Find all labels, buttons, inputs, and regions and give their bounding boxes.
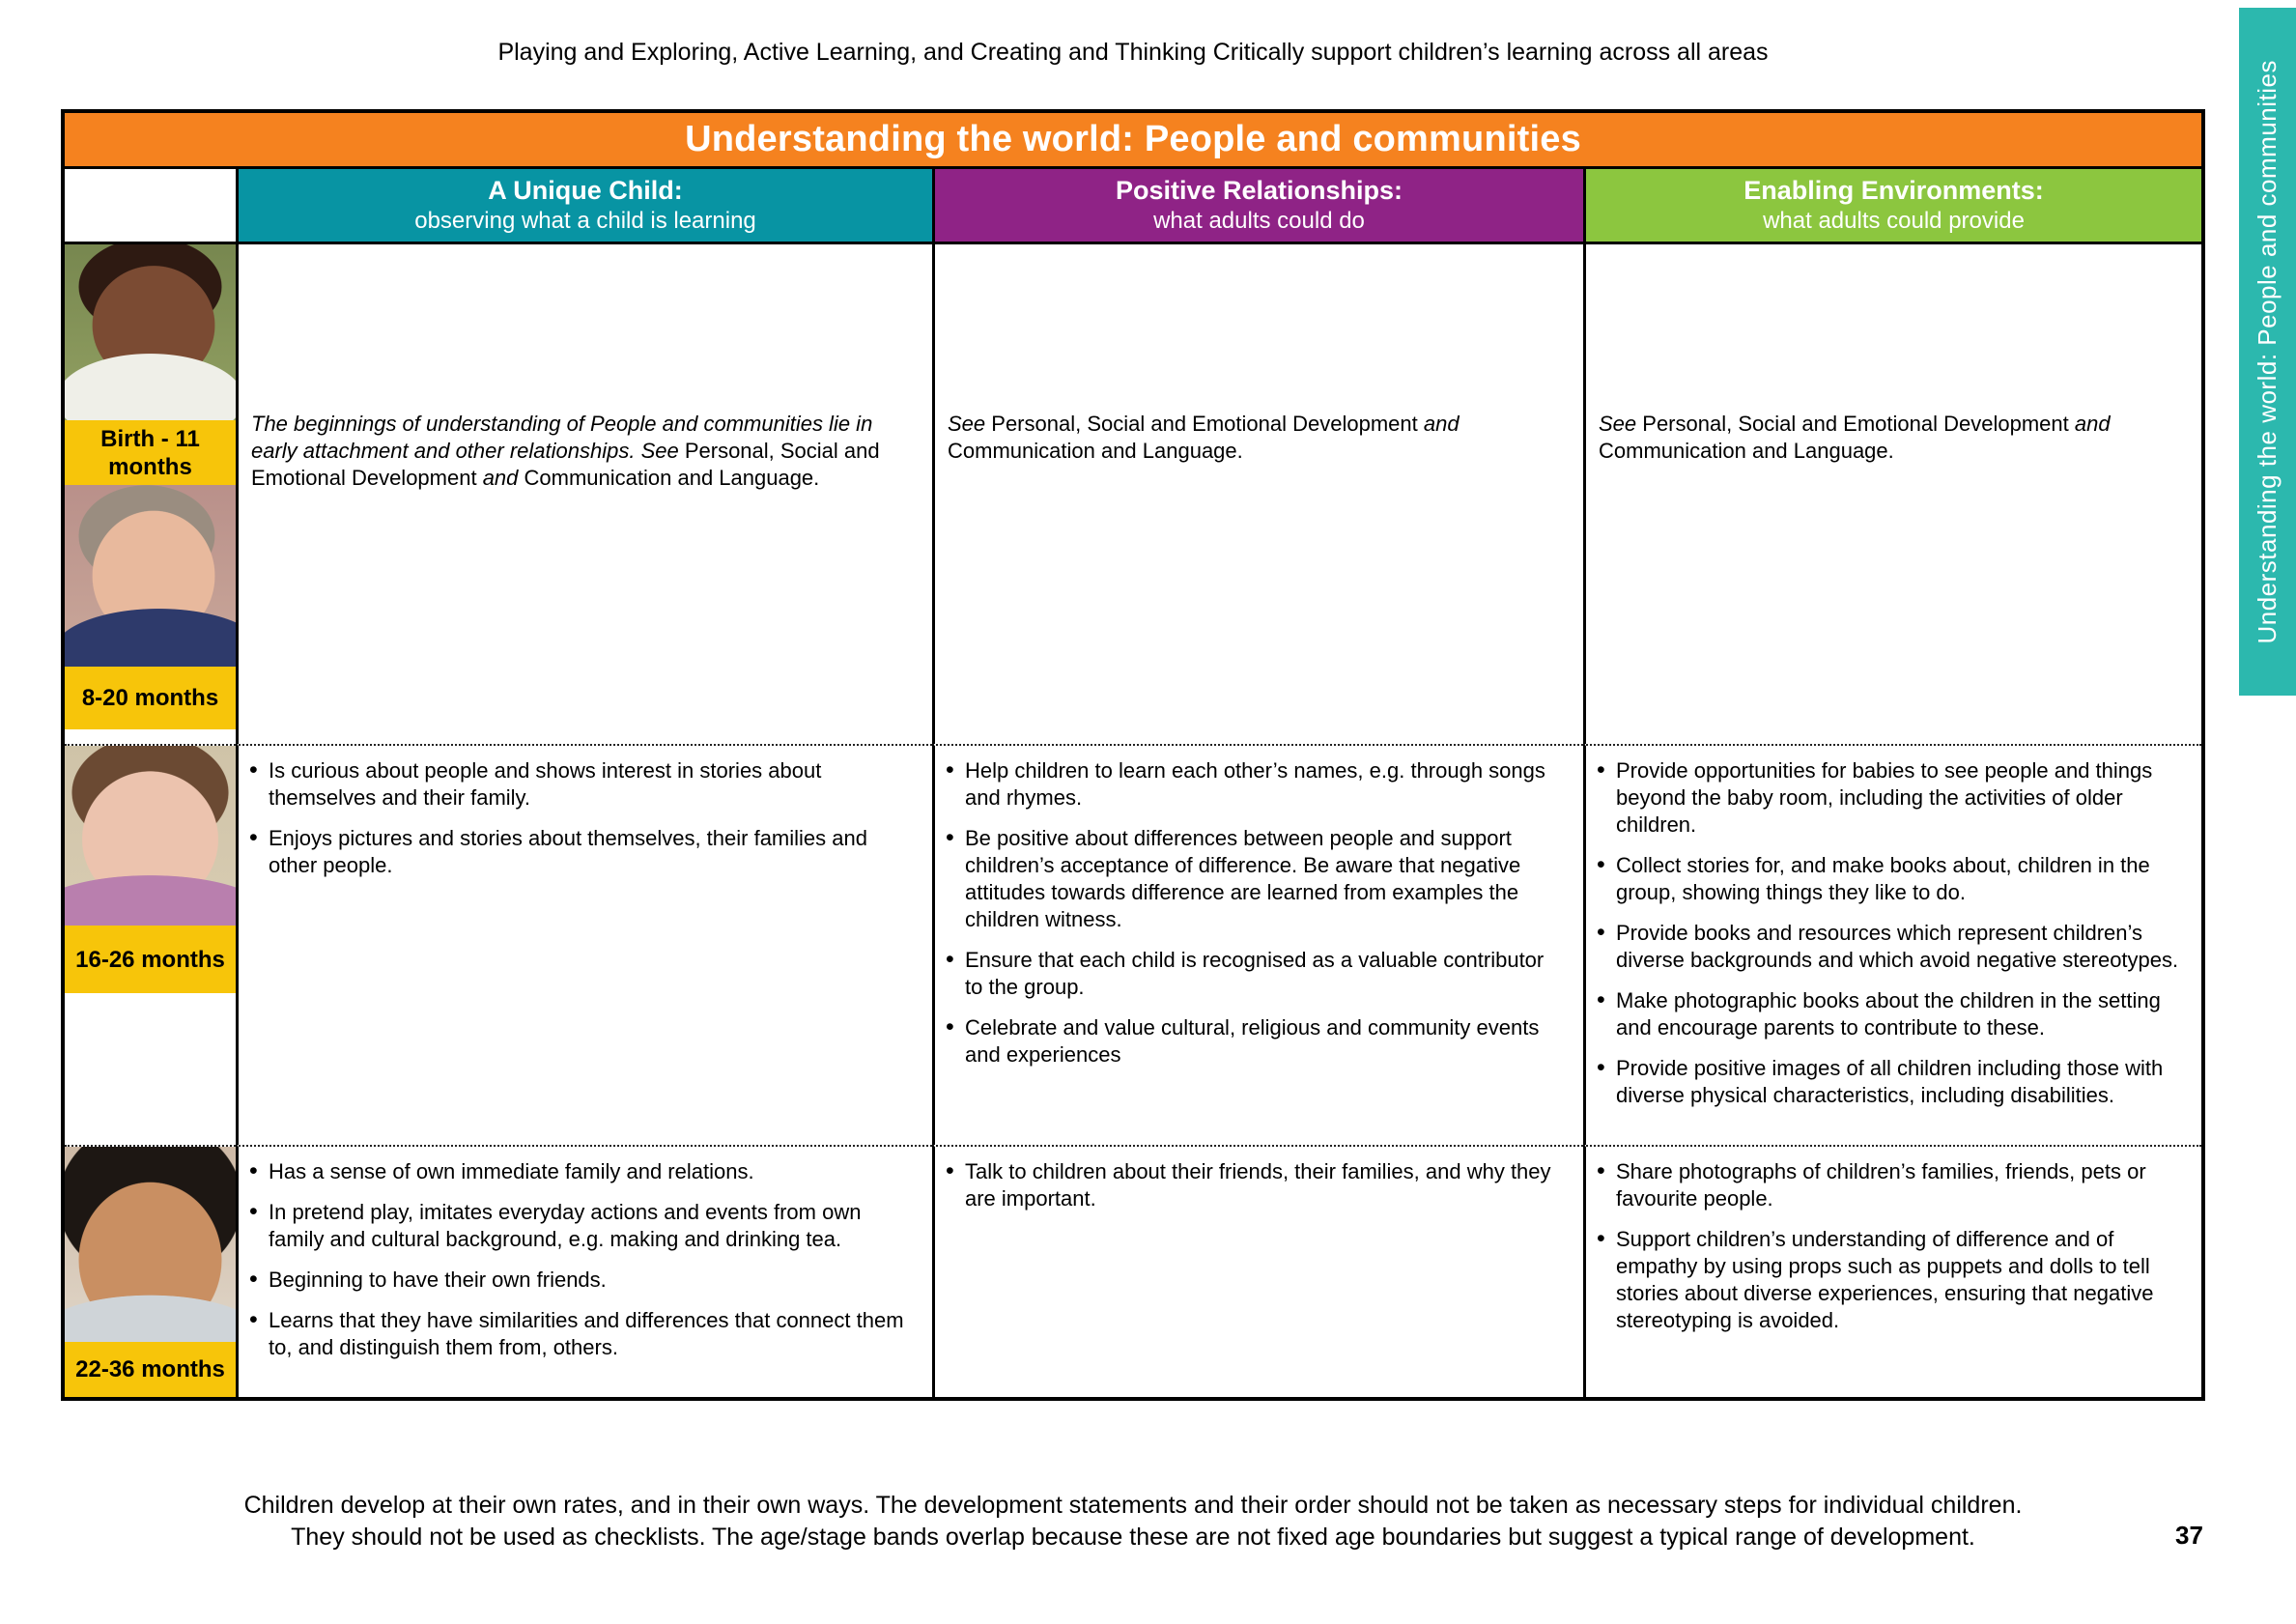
cell-enabling-environments-row3 [1583, 1145, 2201, 1397]
header-enabling-environments [1583, 169, 2201, 244]
age-cell-16-26-months [65, 744, 236, 1145]
age-band-label: 22-36 months [65, 1342, 236, 1397]
header-enabling-environments-title: Enabling Environments: [1743, 175, 2044, 205]
bullet-list [248, 757, 915, 879]
cell-unique-child-row3 [236, 1145, 932, 1397]
bullet-item: • Talk to children about their friends, their families, and why they are important. [945, 1158, 1566, 1212]
bullet-list [248, 1158, 915, 1361]
text-segment: Communication and Language. [518, 466, 820, 490]
table-title-bar [65, 113, 2201, 169]
footer-line-2: They should not be used as checklists. The age/stage bands overlap because these are not fixed age boundaries but suggest a typical range of development. [291, 1524, 1975, 1551]
bullet-item: • Support children’s understanding of difference and of empathy by using props such as puppets and dolls to tell stories about diverse experiences, ensuring that negative stereotyping is avoided. [1596, 1226, 2184, 1334]
cell-positive-relationships-row3 [932, 1145, 1583, 1397]
baby-photo-8-20-months [65, 485, 236, 667]
age-band-label: 16-26 months [65, 926, 236, 993]
header-unique-child-subtitle: observing what a child is learning [414, 207, 756, 234]
bullet-item: • Collect stories for, and make books about, children in the group, showing things they like to do. [1596, 852, 2184, 906]
age-cell-22-36-months [65, 1145, 236, 1397]
header-blank-cell [65, 169, 236, 244]
cell-enabling-environments-row1 [1583, 244, 2201, 744]
top-note: Playing and Exploring, Active Learning, and Creating and Thinking Critically support children’s learning across all areas [497, 39, 1769, 66]
bullet-item: • Provide opportunities for babies to see people and things beyond the baby room, including the activities of older children. [1596, 757, 2184, 839]
bullet-item: • Make photographic books about the children in the setting and encourage parents to contribute to these. [1596, 987, 2184, 1041]
text-segment: Personal, Social and Emotional Development [251, 439, 880, 490]
bullet-item: • Enjoys pictures and stories about themselves, their families and other people. [248, 825, 915, 879]
bullet-item: • Help children to learn each other’s names, e.g. through songs and rhymes. [945, 757, 1566, 812]
bullet-list [1596, 1158, 2184, 1334]
bullet-item: • Learns that they have similarities and differences that connect them to, and distinguish them from, others. [248, 1307, 915, 1361]
bullet-list [945, 757, 1566, 1068]
text-segment: Communication and Language. [948, 439, 1243, 463]
girl-photo-22-36-months [65, 1147, 236, 1342]
text-segment: Personal, Social and Emotional Development [991, 412, 1424, 436]
bullet-item: • Ensure that each child is recognised as a valuable contributor to the group. [945, 947, 1566, 1001]
bullet-item: • Has a sense of own immediate family and relations. [248, 1158, 915, 1185]
cell-enabling-environments-row2 [1583, 744, 2201, 1145]
section-tab-label: Understanding the world: People and communities [2253, 59, 2282, 644]
header-unique-child [236, 169, 932, 244]
cell-unique-child-row1 [236, 244, 932, 744]
header-enabling-environments-subtitle: what adults could provide [1763, 207, 2025, 234]
header-positive-relationships [932, 169, 1583, 244]
footer-line-1: Children develop at their own rates, and in their own ways. The development statements and their order should not be taken as necessary steps for individual children. [243, 1492, 2023, 1519]
bullet-item: • Be positive about differences between people and support children’s acceptance of difference. Be aware that negative attitudes towards difference are learned from examples the children witness. [945, 825, 1566, 933]
age-band-label: Birth - 11 months [65, 420, 236, 485]
text-segment: See [948, 412, 992, 436]
bullet-item: • Celebrate and value cultural, religious and community events and experiences [945, 1014, 1566, 1068]
table-title: Understanding the world: People and communities [685, 119, 1581, 159]
header-unique-child-title: A Unique Child: [488, 175, 683, 205]
text-segment: and [482, 466, 519, 490]
age-cell-birth-20-months [65, 244, 236, 744]
development-table [61, 109, 2205, 1401]
bullet-item: • In pretend play, imitates everyday actions and events from own family and cultural background, e.g. making and drinking tea. [248, 1199, 915, 1253]
header-positive-relationships-subtitle: what adults could do [1153, 207, 1365, 234]
bullet-item: • Provide books and resources which represent children’s diverse backgrounds and which avoid negative stereotypes. [1596, 920, 2184, 974]
text-segment: The beginnings of understanding of People and communities lie in early attachment and other relationships. See [251, 412, 873, 463]
bullet-item: • Beginning to have their own friends. [248, 1267, 915, 1294]
cell-positive-relationships-row2 [932, 744, 1583, 1145]
bullet-list [945, 1158, 1566, 1212]
text-segment: and [2074, 412, 2111, 436]
text-segment: and [1423, 412, 1460, 436]
cell-unique-child-row2 [236, 744, 932, 1145]
header-positive-relationships-title: Positive Relationships: [1115, 175, 1403, 205]
bullet-item: • Provide positive images of all children including those with diverse physical characteristics, including disabilities. [1596, 1055, 2184, 1109]
text-segment: Personal, Social and Emotional Development [1642, 412, 2075, 436]
cell-positive-relationships-row1 [932, 244, 1583, 744]
baby-photo-birth-11-months [65, 244, 236, 420]
text-segment: Communication and Language. [1599, 439, 1894, 463]
bullet-item: • Is curious about people and shows interest in stories about themselves and their family. [248, 757, 915, 812]
table-grid [65, 169, 2201, 1397]
footer-note [61, 1490, 2205, 1553]
page-number: 37 [2175, 1521, 2203, 1550]
age-band-label: 8-20 months [65, 667, 236, 729]
section-tab [2239, 8, 2296, 696]
text-segment: See [1599, 412, 1643, 436]
bullet-item: • Share photographs of children’s families, friends, pets or favourite people. [1596, 1158, 2184, 1212]
bullet-list [1596, 757, 2184, 1109]
toddler-photo-16-26-months [65, 746, 236, 926]
